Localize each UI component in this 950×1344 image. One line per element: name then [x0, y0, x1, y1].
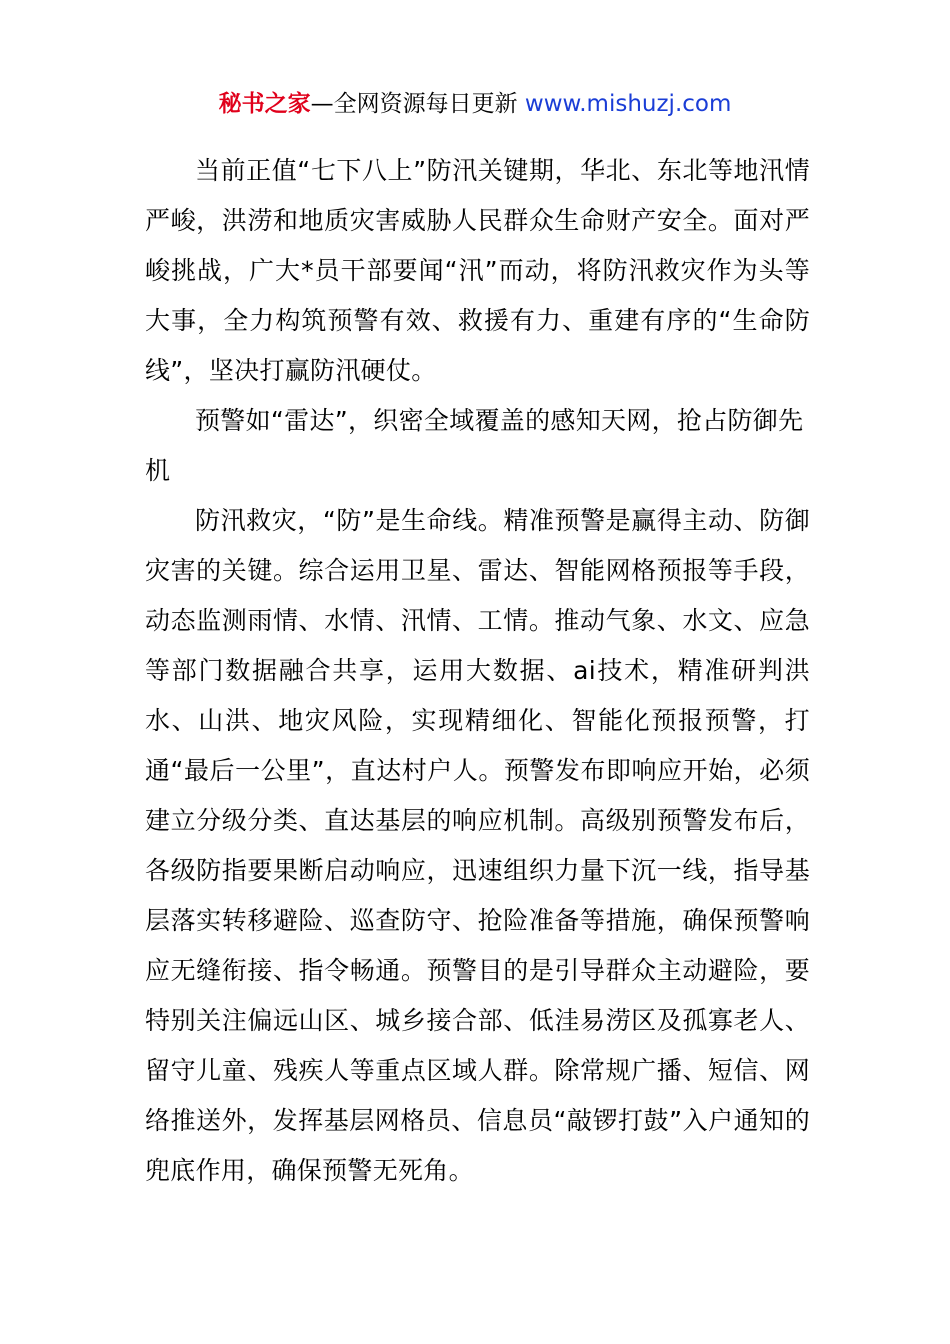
intro-paragraph: 当前正值“七下八上”防汛关键期，华北、东北等地汛情严峻，洪涝和地质灾害威胁人民群众生命财产安全。面对严峻挑战，广大*员干部要闻“汛”而动，将防汛救灾作为头等大事，全力构筑预警有效、救援有力、重建有序的“生命防线”，坚决打赢防汛硬仗。 — [145, 156, 810, 385]
header-tagline: —全网资源每日更新 — [310, 91, 525, 117]
document-body — [145, 146, 810, 1196]
section-paragraph: 防汛救灾，“防”是生命线。精准预警是赢得主动、防御灾害的关键。综合运用卫星、雷达、智能网格预报等手段，动态监测雨情、水情、汛情、工情。推动气象、水文、应急等部门数据融合共享，运用大数据、ai技术，精准研判洪水、山洪、地灾风险，实现精细化、智能化预报预警，打通“最后一公里”，直达村户人。预警发布即响应开始，必须建立分级分类、直达基层的响应机制。高级别预警发布后，各级防指要果断启动响应，迅速组织力量下沉一线，指导基层落实转移避险、巡查防守、抢险准备等措施，确保预警响应无缝衔接、指令畅通。预警目的是引导群众主动避险，要特别关注偏远山区、城乡接合部、低洼易涝区及孤寡老人、留守儿童、残疾人等重点区域人群。除常规广播、短信、网络推送外，发挥基层网格员、信息员“敲锣打鼓”入户通知的兜底作用，确保预警无死角。 — [145, 506, 810, 1185]
brand-name: 秘书之家 — [218, 91, 311, 117]
website-link[interactable]: www.mishuzj.com — [524, 91, 732, 117]
section-heading: 预警如“雷达”，织密全域覆盖的感知天网，抢占防御先机 — [145, 406, 804, 485]
page-header — [0, 88, 950, 120]
